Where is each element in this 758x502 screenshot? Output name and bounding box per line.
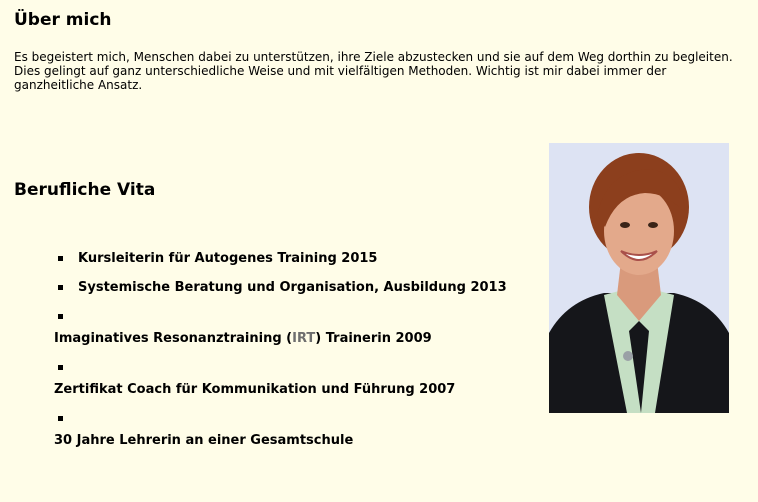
bullet-icon xyxy=(58,256,63,261)
vita-item: Zertifikat Coach für Kommunikation und Führung 2007 xyxy=(54,382,456,397)
about-heading: Über mich xyxy=(14,10,112,30)
bullet-icon xyxy=(58,416,63,421)
vita-item: 30 Jahre Lehrerin an einer Gesamtschule xyxy=(54,433,354,448)
portrait-photo xyxy=(549,143,729,413)
vita-item xyxy=(54,331,432,346)
bullet-icon xyxy=(58,314,63,319)
bullet-icon xyxy=(58,365,63,370)
photo-eye xyxy=(620,222,630,228)
vita-item-text: Imaginatives Resonanztraining ( xyxy=(54,331,293,346)
about-text: Es begeistert mich, Menschen dabei zu unterstützen, ihre Ziele abzustecken und sie auf dem Weg dorthin zu begleiten. Dies gelingt auf ganz unterschiedliche Weise und mit vielfältigen Methoden. Wichtig ist mir dabei immer der ganzheitliche Ansatz. xyxy=(14,50,733,92)
vita-item: Systemische Beratung und Organisation, Ausbildung 2013 xyxy=(78,280,507,295)
vita-heading: Berufliche Vita xyxy=(14,180,156,200)
photo-pendant xyxy=(623,351,633,361)
vita-item: Kursleiterin für Autogenes Training 2015 xyxy=(78,251,378,266)
photo-eye xyxy=(648,222,658,228)
irt-abbreviation: IRT xyxy=(292,331,316,346)
bullet-icon xyxy=(58,285,63,290)
vita-item-text: ) Trainerin 2009 xyxy=(315,331,432,346)
